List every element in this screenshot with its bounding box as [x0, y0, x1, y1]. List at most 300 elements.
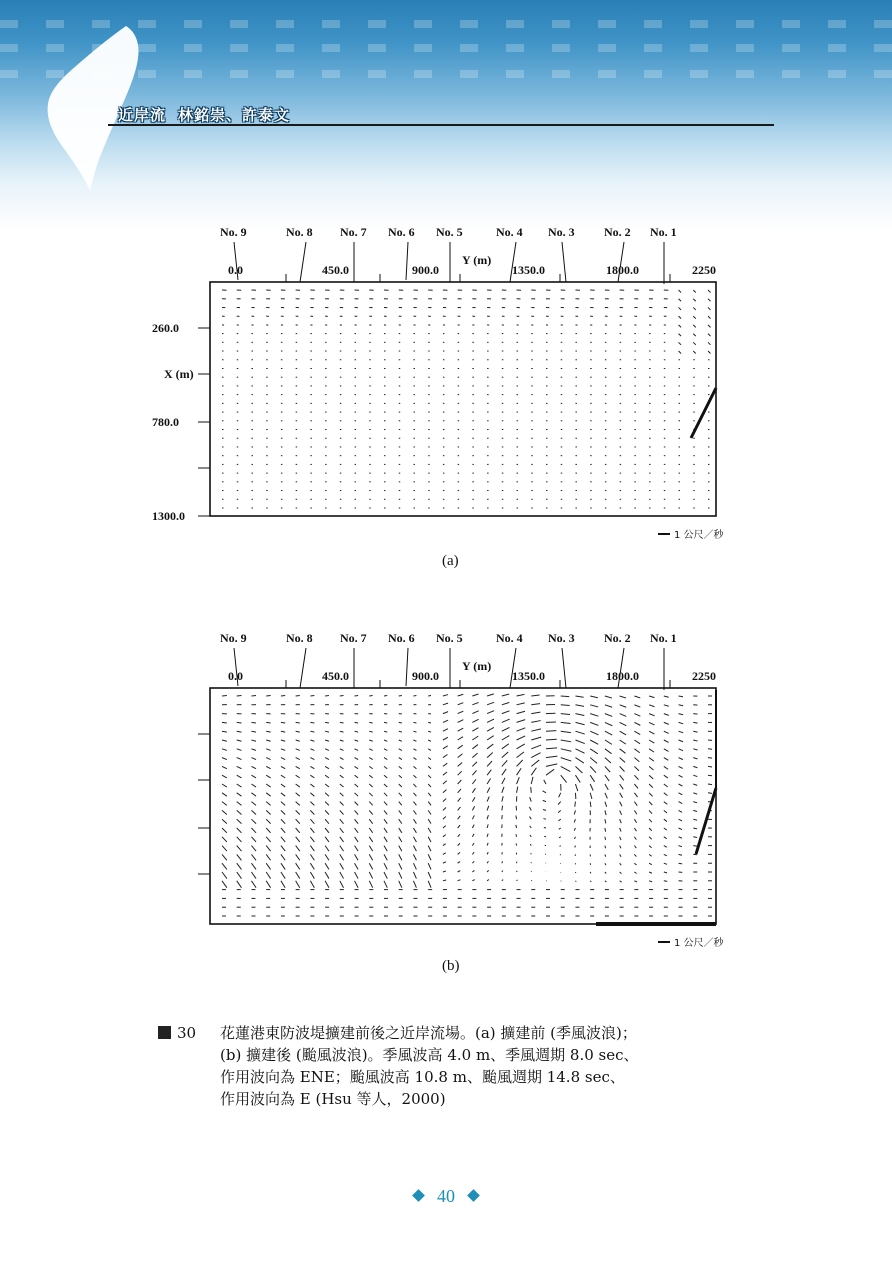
vector-arrow	[428, 828, 431, 833]
vector-arrow	[679, 775, 683, 777]
vector-arrow	[266, 872, 270, 879]
vector-arrow	[634, 784, 638, 788]
scale-label: 1 公尺／秒	[674, 530, 724, 541]
vector-arrow	[296, 749, 300, 751]
vector-arrow	[296, 775, 300, 778]
vector-arrow	[561, 705, 570, 706]
vector-arrow	[443, 703, 448, 705]
station-label: No. 6	[388, 225, 415, 239]
vector-arrow	[517, 720, 526, 723]
vector-arrow	[355, 828, 359, 833]
vector-arrow	[590, 775, 594, 782]
vector-arrow	[399, 775, 402, 778]
vector-arrow	[325, 740, 329, 741]
vector-arrow	[222, 731, 227, 732]
vector-arrow	[634, 731, 640, 734]
vector-arrow	[355, 766, 359, 768]
vector-arrow	[517, 703, 525, 705]
vector-arrow	[340, 784, 344, 787]
figure-a-svg	[150, 212, 750, 582]
vector-arrow	[517, 752, 524, 758]
vector-arrow	[531, 853, 532, 854]
vector-arrow	[443, 790, 447, 793]
vector-arrow	[620, 740, 626, 744]
figure-b-svg	[150, 618, 750, 988]
vector-arrow	[693, 342, 696, 345]
vector-arrow	[251, 819, 256, 823]
vector-arrow	[649, 872, 652, 873]
vector-arrow	[443, 781, 447, 784]
vector-arrow	[634, 846, 636, 848]
vector-arrow	[693, 766, 697, 767]
vector-arrow	[502, 870, 503, 872]
vector-arrow	[443, 862, 446, 863]
vector-arrow	[310, 802, 314, 806]
vector-arrow	[634, 722, 640, 725]
vector-arrow	[574, 810, 575, 814]
vector-arrow	[340, 775, 344, 778]
vector-arrow	[384, 784, 387, 787]
vector-arrow	[281, 749, 285, 751]
vector-arrow	[575, 731, 584, 734]
vector-arrow	[708, 299, 711, 302]
vector-arrow	[325, 758, 329, 760]
vector-arrow	[237, 846, 242, 852]
vector-arrow	[355, 775, 359, 778]
vector-arrow	[355, 881, 359, 888]
vector-arrow	[384, 828, 387, 833]
vector-arrow	[251, 863, 256, 869]
vector-arrow	[399, 731, 402, 732]
vector-arrow	[384, 872, 387, 879]
vector-arrow	[575, 775, 580, 782]
vector-arrow	[620, 872, 622, 874]
vector-arrow	[649, 740, 654, 743]
vector-arrow	[399, 863, 402, 869]
vector-arrow	[546, 731, 556, 732]
vector-arrow	[325, 828, 329, 833]
vector-arrow	[237, 731, 242, 732]
vector-arrow	[237, 775, 242, 778]
vector-arrow	[634, 775, 638, 779]
vector-arrow	[605, 784, 608, 790]
vector-arrow	[325, 766, 329, 768]
vector-arrow	[487, 870, 489, 872]
y-tick-label: 900.0	[412, 263, 439, 277]
vector-arrow	[649, 854, 652, 856]
vector-arrow	[679, 749, 683, 751]
vector-arrow	[472, 753, 477, 757]
page-number: 40	[437, 1186, 455, 1206]
vector-arrow	[649, 810, 652, 813]
vector-arrow	[517, 728, 526, 731]
vector-arrow	[458, 871, 461, 872]
vector-arrow	[664, 854, 667, 855]
station-label: No. 6	[388, 631, 415, 645]
vector-arrow	[399, 793, 402, 796]
vector-arrow	[443, 853, 446, 855]
station-label: No. 1	[650, 225, 677, 239]
vector-arrow	[472, 825, 474, 828]
vector-arrow	[590, 749, 598, 754]
vector-arrow	[355, 731, 359, 732]
vector-arrow	[413, 731, 416, 732]
station-label: No. 7	[340, 225, 367, 239]
vector-arrow	[458, 762, 462, 766]
vector-arrow	[355, 854, 359, 860]
vector-arrow	[634, 872, 636, 873]
vector-arrow	[369, 828, 372, 833]
station-label: No. 8	[286, 225, 313, 239]
vector-arrow	[413, 793, 416, 796]
vector-arrow	[531, 721, 540, 723]
vector-arrow	[355, 749, 359, 751]
vector-arrow	[472, 843, 474, 846]
vector-arrow	[472, 852, 474, 854]
vector-arrow	[281, 872, 285, 879]
vector-arrow	[399, 766, 402, 768]
vector-arrow	[384, 854, 387, 860]
vector-arrow	[679, 846, 682, 847]
vector-arrow	[251, 758, 256, 760]
vector-arrow	[679, 810, 683, 812]
vector-arrow	[560, 846, 561, 847]
vector-arrow	[664, 802, 667, 805]
vector-arrow	[620, 766, 625, 771]
vector-arrow	[355, 758, 359, 760]
vector-arrow	[487, 815, 488, 819]
vector-arrow	[428, 749, 431, 751]
vector-arrow	[575, 881, 576, 882]
vector-arrow	[266, 740, 270, 741]
vector-arrow	[575, 846, 576, 848]
vector-arrow	[266, 846, 270, 852]
vector-arrow	[679, 722, 684, 723]
vector-arrow	[664, 881, 667, 882]
vector-arrow	[413, 854, 416, 860]
vector-arrow	[399, 854, 402, 860]
vector-arrow	[487, 834, 488, 837]
vector-arrow	[561, 731, 571, 732]
vector-arrow	[649, 714, 654, 716]
vector-arrow	[472, 694, 478, 696]
vector-arrow	[634, 863, 636, 865]
vector-arrow	[472, 880, 474, 881]
header-topic: 近岸流	[118, 106, 167, 124]
vector-arrow	[472, 779, 476, 784]
vector-arrow	[487, 861, 488, 863]
vector-arrow	[487, 752, 493, 757]
vector-arrow	[605, 766, 610, 772]
vector-arrow	[605, 696, 612, 698]
vector-arrow	[310, 837, 314, 842]
x-tick-label: 780.0	[152, 415, 179, 429]
vector-arrow	[458, 834, 460, 837]
vector-arrow	[443, 817, 446, 820]
vector-arrow	[472, 719, 478, 722]
vector-arrow	[679, 290, 682, 293]
y-tick-label: 0.0	[228, 263, 243, 277]
vector-arrow	[428, 872, 431, 879]
vector-arrow	[529, 807, 531, 810]
vector-arrow	[574, 828, 575, 831]
vector-arrow	[340, 793, 344, 796]
vector-arrow	[531, 695, 539, 696]
vector-arrow	[384, 731, 387, 732]
vector-arrow	[605, 863, 606, 865]
vector-arrow	[531, 880, 532, 881]
vector-arrow	[649, 784, 653, 788]
vector-arrow	[472, 736, 478, 740]
vector-arrow	[664, 819, 667, 821]
vector-arrow	[266, 784, 270, 787]
vector-arrow	[517, 760, 523, 766]
vector-arrow	[693, 740, 697, 741]
vector-arrow	[428, 740, 431, 741]
vector-arrow	[310, 872, 314, 879]
vector-arrow	[222, 740, 227, 741]
vector-arrow	[546, 769, 554, 775]
vector-arrow	[590, 758, 597, 764]
vector-arrow	[384, 758, 387, 760]
vector-arrow	[325, 731, 329, 732]
vector-arrow	[399, 749, 402, 751]
vector-arrow	[487, 770, 491, 776]
vector-arrow	[281, 828, 285, 833]
vector-arrow	[266, 854, 270, 860]
vector-arrow	[605, 740, 612, 744]
vector-arrow	[443, 720, 448, 722]
caption-line: 作用波向為 ENE；颱風波高 10.8 m、颱風週期 14.8 sec、	[220, 1068, 625, 1086]
vector-arrow	[413, 863, 416, 869]
station-label: No. 5	[436, 225, 463, 239]
station-leader	[406, 648, 408, 686]
vector-arrow	[458, 728, 464, 731]
vector-arrow	[428, 837, 431, 842]
vector-arrow	[310, 740, 314, 741]
vector-arrow	[428, 731, 431, 732]
vector-arrow	[399, 802, 402, 806]
vector-arrow	[472, 702, 478, 704]
caption-line: 花蓮港東防波堤擴建前後之近岸流場。(a) 擴建前 (季風波浪)；	[220, 1024, 637, 1042]
vector-arrow	[693, 722, 697, 723]
vector-arrow	[693, 749, 697, 750]
vector-arrow	[531, 760, 539, 766]
vector-arrow	[590, 722, 598, 725]
vector-arrow	[413, 766, 416, 768]
vector-arrow	[679, 334, 682, 337]
vector-arrow	[355, 846, 359, 852]
vector-arrow	[679, 714, 684, 715]
vector-arrow	[413, 749, 416, 751]
y-tick-label: 450.0	[322, 263, 349, 277]
vector-arrow	[384, 863, 387, 869]
vector-arrow	[251, 837, 256, 842]
station-label: No. 2	[604, 631, 631, 645]
vector-arrow	[472, 711, 478, 714]
vector-arrow	[487, 879, 489, 880]
vector-arrow	[531, 712, 540, 713]
vector-arrow	[340, 740, 344, 741]
vector-arrow	[443, 871, 446, 872]
vector-arrow	[413, 881, 416, 888]
vector-arrow	[355, 802, 359, 806]
vector-arrow	[237, 828, 242, 833]
vector-arrow	[458, 798, 461, 802]
vector-arrow	[543, 819, 546, 820]
vector-arrow	[281, 863, 285, 869]
vector-arrow	[384, 881, 387, 888]
vector-arrow	[325, 784, 329, 787]
vector-arrow	[251, 881, 256, 888]
vector-arrow	[296, 810, 300, 814]
vector-arrow	[355, 837, 359, 842]
vector-arrow	[561, 775, 567, 782]
vector-arrow	[384, 766, 387, 768]
vector-arrow	[296, 881, 300, 888]
vector-arrow	[693, 793, 697, 794]
vector-arrow	[222, 758, 227, 760]
vector-arrow	[649, 802, 652, 805]
vector-arrow	[296, 802, 300, 806]
vector-arrow	[546, 756, 557, 757]
vector-arrow	[530, 844, 531, 845]
vector-arrow	[296, 854, 300, 860]
vector-arrow	[237, 863, 242, 869]
vector-arrow	[472, 770, 476, 775]
figure-a-current-field	[150, 212, 750, 582]
vector-arrow	[590, 696, 598, 698]
vector-arrow	[487, 806, 489, 811]
vector-arrow	[325, 775, 329, 778]
vector-arrow	[664, 775, 668, 778]
vector-arrow	[531, 777, 533, 784]
vector-arrow	[605, 802, 607, 807]
vector-arrow	[472, 815, 474, 819]
vector-arrow	[605, 714, 612, 717]
vector-arrow	[605, 758, 611, 763]
vector-arrow	[620, 714, 627, 717]
vector-arrow	[649, 775, 653, 779]
vector-arrow	[679, 819, 682, 821]
vector-arrow	[708, 325, 711, 328]
station-label: No. 2	[604, 225, 631, 239]
running-header	[118, 104, 290, 125]
vector-arrow	[399, 722, 402, 723]
vector-arrow	[443, 729, 448, 732]
vector-arrow	[649, 758, 654, 761]
vector-arrow	[502, 694, 509, 696]
vector-arrow	[222, 775, 227, 778]
vector-arrow	[310, 846, 314, 852]
vector-arrow	[502, 861, 503, 863]
vector-arrow	[530, 835, 531, 837]
vector-arrow	[502, 744, 509, 749]
vector-arrow	[325, 872, 329, 879]
vector-arrow	[384, 819, 387, 823]
vector-arrow	[590, 731, 598, 735]
panel-label: (a)	[442, 553, 459, 569]
vector-arrow	[664, 784, 668, 787]
vector-arrow	[693, 802, 697, 803]
vector-arrow	[296, 837, 300, 842]
vector-arrow	[458, 694, 464, 696]
vector-arrow	[502, 760, 507, 766]
vector-arrow	[369, 854, 372, 860]
station-label: No. 5	[436, 631, 463, 645]
vector-arrow	[605, 819, 606, 823]
vector-arrow	[590, 793, 592, 799]
vector-arrow	[517, 880, 518, 881]
vector-arrow	[559, 793, 561, 797]
vector-arrow	[296, 731, 300, 732]
vector-arrow	[708, 793, 712, 794]
vector-arrow	[679, 351, 682, 354]
vector-arrow	[517, 736, 526, 740]
vector-arrow	[664, 714, 669, 716]
x-tick-label: 1300.0	[152, 509, 185, 523]
vector-arrow	[620, 749, 626, 754]
vector-arrow	[369, 819, 372, 823]
vector-arrow	[222, 810, 227, 814]
vector-arrow	[620, 705, 627, 707]
vector-arrow	[340, 749, 344, 751]
vector-arrow	[310, 819, 314, 823]
vector-arrow	[487, 744, 493, 749]
vector-arrow	[529, 817, 531, 820]
vector-arrow	[502, 702, 510, 704]
vector-arrow	[575, 758, 583, 763]
vector-arrow	[428, 775, 431, 778]
vector-arrow	[634, 881, 637, 882]
vector-arrow	[708, 351, 711, 354]
vector-arrow	[281, 775, 285, 778]
vector-arrow	[384, 837, 387, 842]
vector-arrow	[575, 749, 584, 753]
vector-arrow	[237, 740, 242, 741]
vector-arrow	[516, 815, 517, 819]
vector-arrow	[310, 731, 314, 732]
vector-arrow	[266, 766, 270, 768]
vector-arrow	[413, 775, 416, 778]
vector-arrow	[296, 784, 300, 787]
vector-arrow	[296, 722, 300, 723]
vector-arrow	[487, 843, 488, 846]
vector-arrow	[222, 881, 227, 888]
vector-arrow	[251, 802, 256, 806]
vector-arrow	[428, 722, 431, 723]
vector-arrow	[708, 784, 712, 785]
vector-arrow	[222, 863, 227, 869]
vector-arrow	[649, 846, 652, 848]
vector-arrow	[222, 802, 227, 806]
vector-arrow	[693, 846, 697, 847]
vector-arrow	[575, 722, 584, 724]
vector-arrow	[428, 793, 431, 796]
vector-arrow	[561, 696, 569, 697]
header-banner	[0, 0, 892, 230]
vector-arrow	[296, 846, 300, 852]
vector-arrow	[458, 825, 460, 828]
vector-arrow	[237, 793, 242, 796]
vector-arrow	[340, 819, 344, 823]
vector-arrow	[369, 784, 372, 787]
vector-arrow	[575, 802, 576, 807]
vector-arrow	[340, 846, 344, 852]
vector-arrow	[664, 758, 668, 761]
y-tick-label: 1350.0	[512, 263, 545, 277]
vector-arrow	[561, 714, 570, 715]
